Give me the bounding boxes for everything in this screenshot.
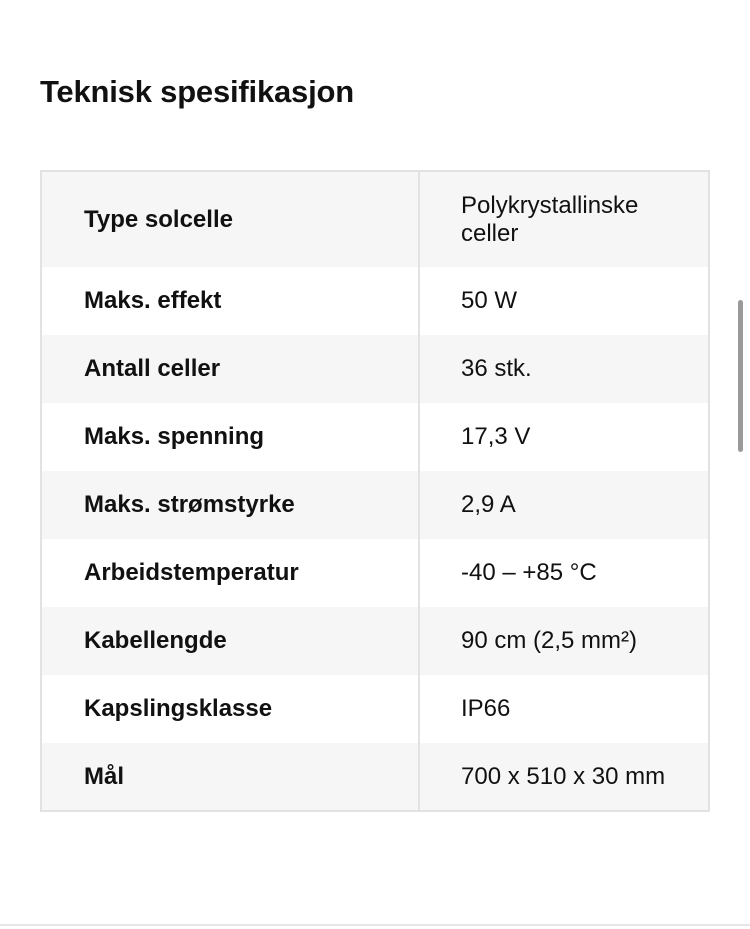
table-row bbox=[41, 335, 709, 403]
spec-label: Maks. effekt bbox=[41, 267, 419, 335]
scrollbar-thumb[interactable] bbox=[738, 300, 743, 452]
table-row bbox=[41, 471, 709, 539]
table-row bbox=[41, 675, 709, 743]
spec-value: Polykrystallinske celler bbox=[461, 191, 639, 247]
spec-label: Kapslingsklasse bbox=[41, 675, 419, 743]
table-row bbox=[41, 539, 709, 607]
spec-value: 50 W bbox=[461, 287, 518, 314]
spec-label: Arbeidstemperatur bbox=[41, 539, 419, 607]
spec-label: Mål bbox=[41, 743, 419, 811]
spec-value: 36 stk. bbox=[461, 355, 532, 382]
page-title: Teknisk spesifikasjon bbox=[40, 74, 354, 109]
spec-value: IP66 bbox=[461, 695, 511, 722]
spec-label: Antall celler bbox=[41, 335, 419, 403]
spec-label: Kabellengde bbox=[41, 607, 419, 675]
table-row bbox=[41, 171, 709, 267]
table-row bbox=[41, 607, 709, 675]
spec-label: Maks. spenning bbox=[41, 403, 419, 471]
table-row bbox=[41, 743, 709, 811]
spec-label: Maks. strømstyrke bbox=[41, 471, 419, 539]
spec-value: -40 – +85 °C bbox=[461, 559, 597, 586]
spec-table bbox=[40, 170, 710, 812]
table-row bbox=[41, 403, 709, 471]
divider bbox=[0, 924, 750, 926]
spec-value: 90 cm (2,5 mm²) bbox=[461, 627, 638, 654]
spec-label: Type solcelle bbox=[41, 171, 419, 267]
spec-value: 700 x 510 x 30 mm bbox=[461, 762, 666, 790]
spec-value: 2,9 A bbox=[461, 491, 516, 518]
spec-value: 17,3 V bbox=[461, 423, 531, 450]
table-row bbox=[41, 267, 709, 335]
